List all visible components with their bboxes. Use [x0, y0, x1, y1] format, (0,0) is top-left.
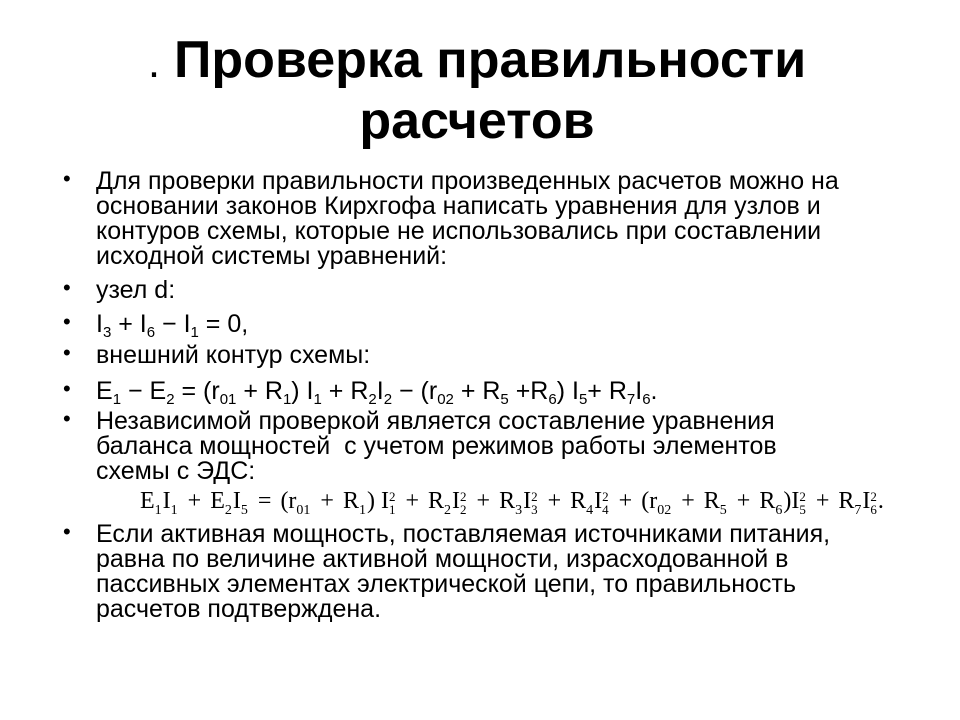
title-line-2 — [0, 92, 954, 151]
bullet-text-line: узел d: — [96, 276, 176, 304]
formula-subscript: 6 — [146, 324, 156, 341]
formula-term — [174, 377, 237, 408]
formula-subscript: 6 — [642, 391, 651, 408]
formula-subscript: 1 — [313, 391, 322, 408]
formula-superscript: 2 — [799, 489, 806, 504]
formula-subscript: 2 — [444, 503, 452, 518]
formula-subscript: 1 — [282, 391, 292, 408]
formula-term — [396, 488, 428, 514]
formula-symbol: = 0, — [198, 310, 249, 338]
formula-subscript: 3 — [515, 503, 523, 518]
formula-subscript: 01 — [296, 503, 311, 518]
formula-superscript: 2 — [870, 489, 877, 504]
formula-operator: + — [612, 488, 639, 514]
formula-subscript: 6 — [775, 503, 783, 518]
formula-scripts — [870, 490, 878, 516]
bullet-text-line: расчетов подтверждена. — [96, 595, 382, 623]
formula-term — [838, 488, 862, 518]
bullet-item-power-balance — [63, 406, 884, 518]
bullet-text-line: Если активная мощность, поставляемая источниками питания, — [96, 520, 831, 548]
formula-symbol: I — [635, 377, 643, 405]
formula-subscript: 1 — [358, 503, 366, 518]
formula-subscript: 5 — [240, 503, 248, 518]
bullet-marker: • — [63, 406, 71, 431]
formula-operator: + — [809, 488, 836, 514]
formula-term — [210, 488, 233, 518]
formula-term — [453, 377, 509, 408]
formula-symbol: I — [594, 488, 603, 514]
formula-term — [791, 488, 807, 517]
formula-symbol: I — [452, 488, 461, 514]
formula-subscript: 1 — [170, 503, 178, 518]
formula-symbol: R — [703, 488, 720, 514]
bullet-text-line: внешний контур схемы: — [96, 341, 371, 369]
formula-term — [452, 488, 468, 517]
formula-symbol: ) — [366, 488, 381, 514]
formula-term — [499, 488, 523, 518]
bullet-text-line: основании законов Кирхгофа написать уравнения для узлов и — [96, 192, 821, 220]
formula-term — [428, 488, 452, 518]
formula-superscript: 2 — [531, 489, 538, 504]
formula-symbol: ) I — [556, 377, 579, 405]
formula-term — [610, 488, 642, 514]
formula-superscript: 2 — [388, 489, 396, 504]
formula-term — [635, 377, 651, 408]
formula-term — [641, 488, 672, 518]
formula-symbol: I — [162, 488, 171, 514]
formula-term — [878, 488, 884, 514]
formula-operator: + — [541, 488, 568, 514]
bullet-text-line: равна по величине активной мощности, израсходованной в — [96, 545, 789, 573]
bullet-marker: • — [63, 275, 71, 300]
formula-subscript: 2 — [166, 391, 175, 408]
formula-term — [249, 488, 281, 514]
bullet-text-line: контуров схемы, которые не использовались при составлении — [96, 217, 822, 245]
formula-subscript: 5 — [500, 391, 509, 408]
formula-term — [523, 488, 539, 517]
formula-term — [587, 377, 636, 408]
formula-symbol: ) I — [291, 377, 314, 405]
formula-term — [162, 488, 179, 518]
formula-subscript: 2 — [368, 391, 377, 408]
bullet-item-outer-loop — [63, 340, 371, 369]
title-text-1: Проверка правильности — [174, 31, 807, 89]
power-balance-equation — [140, 486, 884, 518]
formula-term — [140, 488, 163, 518]
formula-subscript: 6 — [548, 391, 557, 408]
formula-term — [392, 377, 454, 408]
bullet-marker: • — [63, 340, 71, 365]
formula-term — [594, 488, 610, 517]
formula-subscript: 6 — [870, 502, 877, 517]
formula-superscript: 2 — [460, 489, 467, 504]
formula-term — [556, 377, 588, 408]
formula-symbol: E — [140, 488, 155, 514]
formula-symbol: I — [862, 488, 871, 514]
title-text-2: расчетов — [359, 92, 595, 150]
bullet-marker: • — [63, 166, 71, 191]
formula-subscript: 5 — [578, 391, 588, 408]
formula-symbol: − E — [121, 377, 167, 405]
formula-scripts — [531, 490, 539, 516]
formula-subscript: 7 — [854, 503, 862, 518]
formula-subscript: 1 — [388, 502, 396, 517]
formula-subscript: 3 — [531, 502, 538, 517]
formula-term — [380, 488, 397, 517]
bullet-marker: • — [63, 519, 71, 544]
bullet-marker: • — [63, 376, 71, 401]
formula-symbol: R — [342, 488, 359, 514]
formula-term — [570, 488, 594, 518]
formula-term — [232, 488, 249, 518]
bullet-text-line: баланса мощностей с учетом режимов работы элементов — [96, 432, 777, 460]
formula-subscript: 01 — [219, 391, 237, 408]
formula-subscript: 1 — [190, 324, 199, 341]
formula-symbol: (r — [280, 488, 297, 514]
formula-operator: + — [181, 488, 208, 514]
formula-operator: + — [470, 488, 497, 514]
formula-term — [759, 488, 783, 518]
formula-symbol: R — [759, 488, 776, 514]
formula-subscript: 2 — [383, 391, 393, 408]
formula-term — [280, 488, 311, 518]
formula-term — [672, 488, 704, 514]
slide-title — [0, 31, 954, 151]
formula-term — [199, 310, 248, 338]
formula-term — [111, 310, 156, 341]
formula-symbol: − I — [155, 310, 191, 338]
formula-symbol: R — [838, 488, 855, 514]
formula-term — [96, 377, 122, 408]
formula-scripts — [460, 490, 468, 516]
formula-subscript: 1 — [154, 503, 162, 518]
formula-symbol: I — [376, 377, 384, 405]
formula-symbol: E — [96, 377, 113, 405]
bullet-item-node-d — [63, 275, 176, 304]
formula-superscript: 2 — [602, 489, 609, 504]
formula-symbol: + I — [111, 310, 147, 338]
formula-operator: + — [399, 488, 426, 514]
formula-symbol: − (r — [392, 377, 438, 405]
formula-subscript: 7 — [626, 391, 636, 408]
formula-symbol: (r — [641, 488, 658, 514]
formula-term — [236, 377, 292, 408]
formula-subscript: 3 — [102, 324, 112, 341]
formula-term — [807, 488, 839, 514]
formula-term — [321, 377, 377, 408]
formula-term — [539, 488, 571, 514]
bullet-text-line: схемы с ЭДС: — [96, 457, 256, 485]
bullet-text-line: исходной системы уравнений: — [96, 242, 448, 270]
bullet-text-line: Для проверки правильности произведенных расчетов можно на — [96, 167, 839, 195]
formula-operator: = — [251, 488, 278, 514]
formula-symbol: I — [96, 310, 103, 338]
formula-subscript: 1 — [112, 391, 122, 408]
formula-symbol: = (r — [174, 377, 220, 405]
formula-term — [291, 377, 322, 408]
formula-term — [179, 488, 211, 514]
formula-symbol: E — [210, 488, 225, 514]
formula-subscript: 2 — [224, 503, 232, 518]
formula-subscript: 4 — [586, 503, 594, 518]
bullet-text-line: Независимой проверкой является составление уравнения — [96, 407, 775, 435]
formula-symbol: I — [523, 488, 532, 514]
formula-term — [862, 488, 878, 517]
formula-subscript: 2 — [460, 502, 467, 517]
formula-symbol: ) — [783, 488, 792, 514]
formula-operator: + — [314, 488, 340, 514]
formula-term — [651, 377, 658, 405]
formula-subscript: 02 — [437, 391, 454, 408]
formula-symbol: +R — [508, 377, 549, 405]
title-line-1 — [0, 31, 954, 92]
formula-symbol: R — [570, 488, 587, 514]
formula-subscript: 4 — [602, 502, 609, 517]
formula-symbol: + R — [321, 377, 369, 405]
formula-symbol: I — [380, 488, 389, 514]
formula-term — [311, 488, 343, 514]
title-prefix: . — [147, 38, 161, 87]
formula-scripts — [799, 490, 807, 516]
formula-symbol: R — [428, 488, 445, 514]
node-current-equation — [96, 312, 248, 340]
formula-symbol: + R — [587, 377, 627, 405]
formula-symbol: I — [791, 488, 800, 514]
formula-operator: + — [675, 488, 701, 514]
formula-symbol: . — [650, 377, 658, 405]
formula-term — [121, 377, 175, 408]
formula-term — [376, 377, 393, 408]
bullet-item-node-equation — [63, 309, 249, 341]
formula-symbol: . — [877, 488, 884, 514]
formula-term — [703, 488, 728, 518]
bullet-text-line: пассивных элементах электрической цепи, то правильность — [96, 570, 796, 598]
formula-term — [728, 488, 760, 514]
formula-operator: + — [730, 488, 757, 514]
formula-symbol: R — [499, 488, 516, 514]
formula-symbol: I — [232, 488, 241, 514]
formula-term — [367, 488, 381, 514]
formula-term — [468, 488, 500, 514]
bullet-item-conclusion — [63, 519, 831, 623]
formula-term — [155, 310, 199, 341]
formula-term — [96, 310, 112, 341]
bullet-item-verification-intro — [63, 166, 839, 270]
formula-symbol: + R — [453, 377, 501, 405]
formula-scripts — [602, 490, 610, 516]
formula-subscript: 5 — [799, 502, 806, 517]
loop-voltage-equation — [96, 379, 657, 407]
bullet-marker: • — [63, 309, 71, 334]
formula-subscript: 02 — [657, 503, 672, 518]
formula-subscript: 5 — [719, 503, 727, 518]
formula-term — [342, 488, 367, 518]
bullet-item-loop-equation — [63, 376, 658, 408]
formula-term — [508, 377, 557, 408]
formula-symbol: + R — [236, 377, 283, 405]
